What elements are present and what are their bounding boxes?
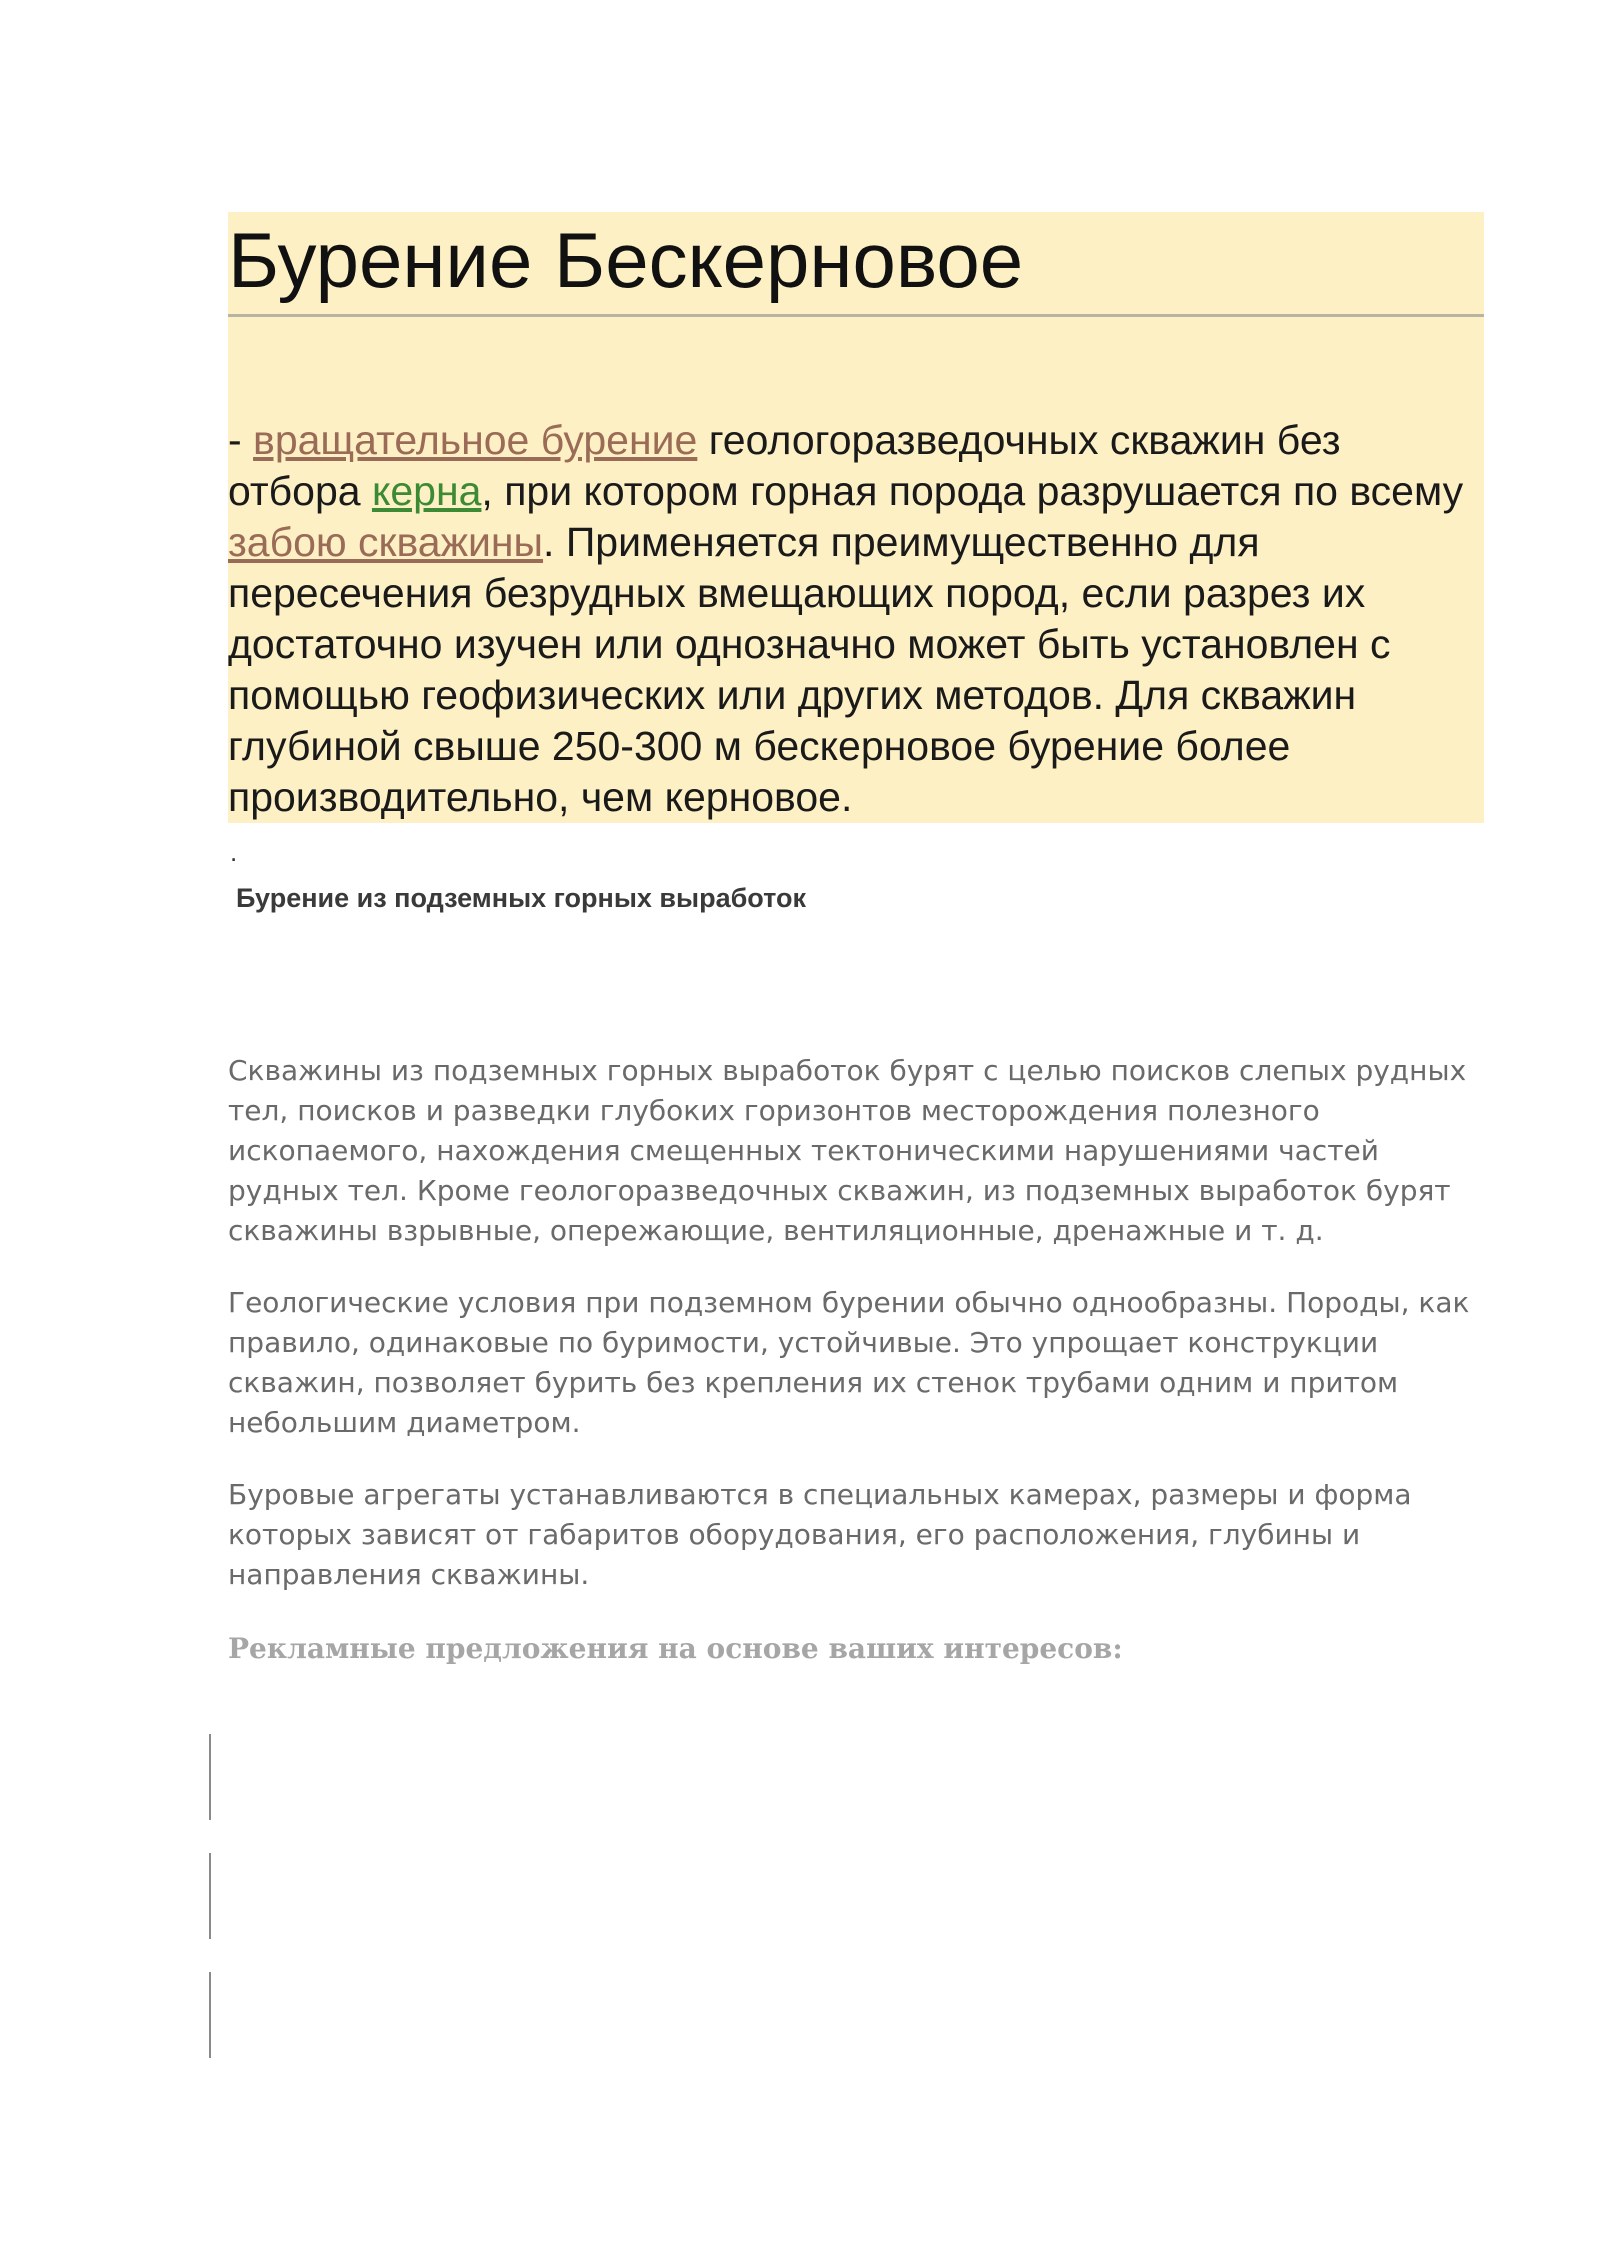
paragraph-1: Скважины из подземных горных выработок бурят с целью поисков слепых рудных тел, поисков и разведки глубоких горизонтов месторождения полезного ископаемого, нахождения смещенных тектоническими нарушениями частей рудных тел. Кроме геологоразведочных скважин, из подземных выработок бурят скважины взрывные, опережающие, вентиляционные, дренажные и т. д. bbox=[228, 1053, 1467, 1247]
lead-text-3: . Применяется преимущественно для пересечения безрудных вмещающих пород, если разрез их достаточно изучен или однозначно может быть установлен с помощью геофизических или других методов. Для скважин глубиной свыше 250-300 м бескерновое бурение более производительно, чем керновое. bbox=[228, 518, 1391, 820]
lead-paragraph bbox=[228, 317, 1484, 823]
paragraph-3: Буровые агрегаты устанавливаются в специальных камерах, размеры и форма которых зависят от габаритов оборудования, его расположения, глубины и направления скважины. bbox=[228, 1477, 1412, 1591]
page-title: Бурение Бескерновое bbox=[228, 212, 1484, 317]
ads-heading: Рекламные предложения на основе ваших интересов: bbox=[228, 1631, 1123, 1665]
paragraph-2: Геологические условия при подземном бурении обычно однообразны. Породы, как правило, одинаковые по буримости, устойчивые. Это упрощает конструкции скважин, позволяет бурить без крепления их стенок трубами одним и притом небольшим диаметром. bbox=[228, 1285, 1470, 1439]
lead-text-2: , при котором горная порода разрушается по всему bbox=[481, 467, 1464, 514]
ad-slot-divider bbox=[209, 1972, 211, 2058]
section-heading: Бурение из подземных горных выработок bbox=[236, 882, 806, 913]
lead-text-1: геологоразведочных скважин без отбора bbox=[228, 416, 1341, 514]
highlighted-section bbox=[228, 212, 1484, 823]
separator-dot: . bbox=[230, 836, 238, 867]
link-core[interactable]: керна bbox=[371, 467, 482, 514]
link-well-bottom[interactable]: забою скважины bbox=[228, 518, 544, 565]
ad-slot-divider bbox=[209, 1734, 211, 1820]
article bbox=[228, 212, 1484, 1669]
lead-prefix: - bbox=[228, 416, 254, 463]
ad-slot-divider bbox=[209, 1853, 211, 1939]
link-rotary-drilling[interactable]: вращательное бурение bbox=[253, 416, 698, 463]
